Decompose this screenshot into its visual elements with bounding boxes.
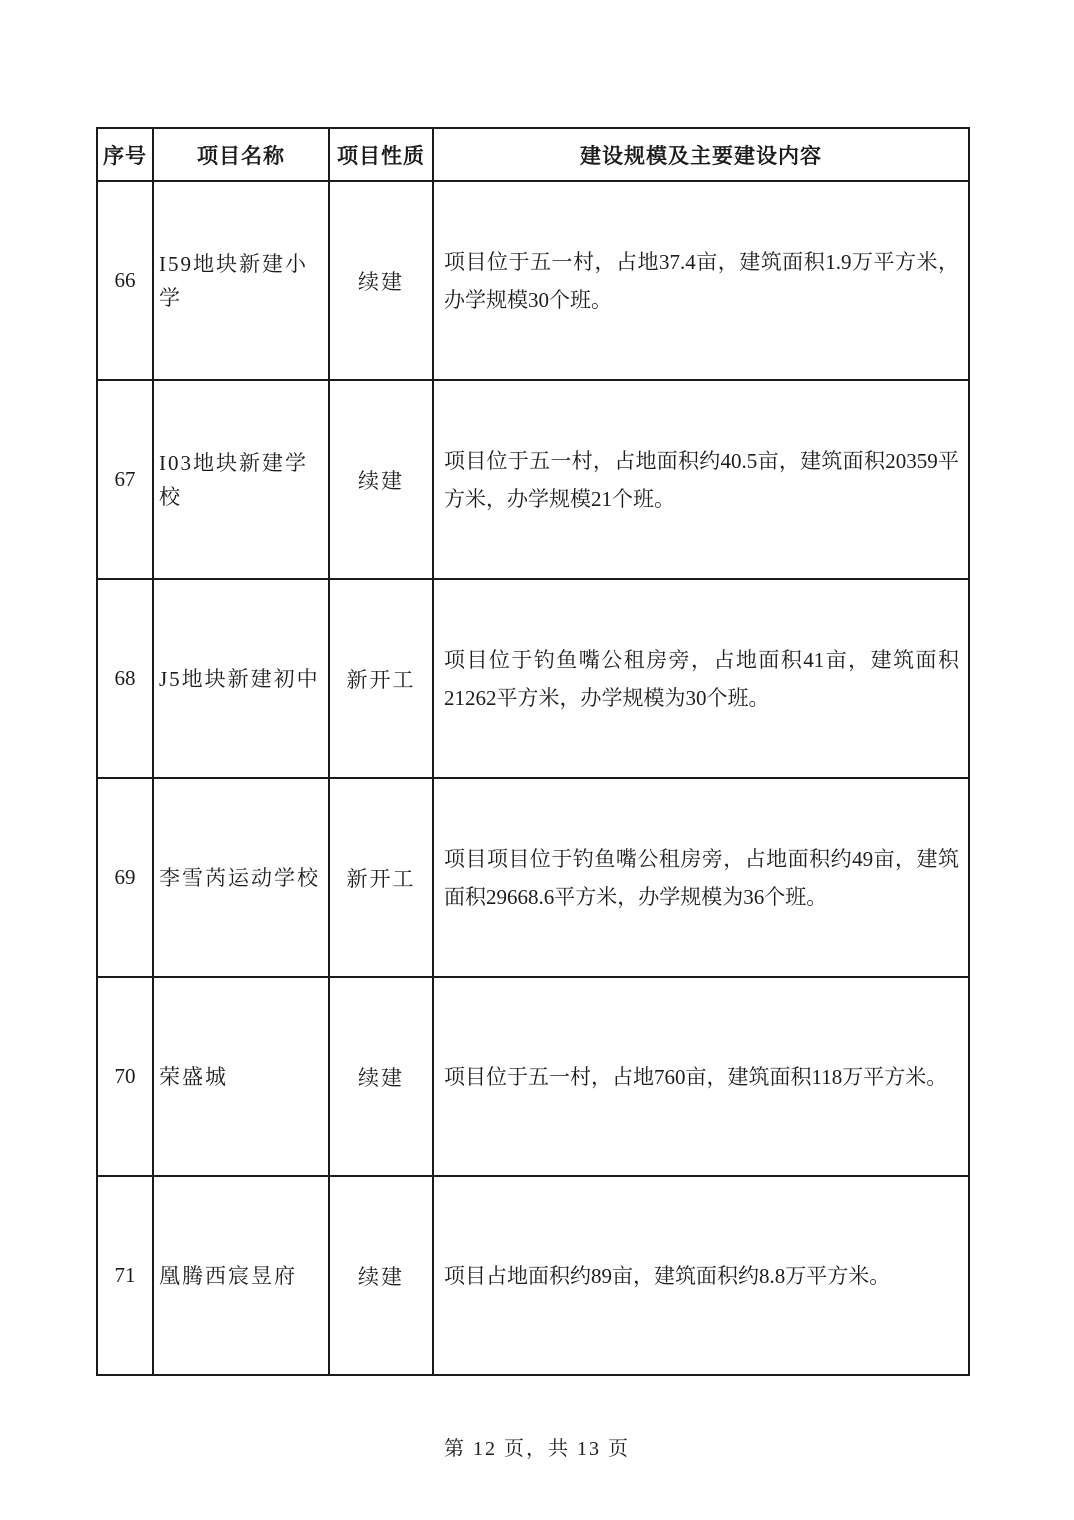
construction-content-cell: 项目项目位于钓鱼嘴公租房旁，占地面积约49亩，建筑面积29668.6平方米，办学规模为36个班。 — [433, 778, 969, 977]
project-nature-cell: 新开工 — [329, 579, 433, 778]
serial-number-cell: 71 — [97, 1176, 153, 1375]
project-name-cell: I03地块新建学校 — [153, 380, 329, 579]
page-number-footer: 第 12 页，共 13 页 — [444, 1438, 630, 1460]
project-nature-cell: 续建 — [329, 977, 433, 1176]
project-name-cell: 凰腾西宸昱府 — [153, 1176, 329, 1375]
project-name-cell: J5地块新建初中 — [153, 579, 329, 778]
table-header — [97, 128, 969, 181]
project-nature-cell: 续建 — [329, 380, 433, 579]
header-row — [97, 128, 969, 181]
serial-number-cell: 66 — [97, 181, 153, 380]
table-row — [97, 977, 969, 1176]
header-project-nature: 项目性质 — [329, 128, 433, 181]
serial-number-cell: 68 — [97, 579, 153, 778]
serial-number-cell: 69 — [97, 778, 153, 977]
serial-number-cell: 70 — [97, 977, 153, 1176]
project-name-cell: I59地块新建小学 — [153, 181, 329, 380]
construction-content-cell: 项目位于五一村，占地面积约40.5亩，建筑面积20359平方米，办学规模21个班。 — [433, 380, 969, 579]
table-row — [97, 1176, 969, 1375]
construction-content-cell: 项目位于五一村，占地37.4亩，建筑面积1.9万平方米，办学规模30个班。 — [433, 181, 969, 380]
serial-number-cell: 67 — [97, 380, 153, 579]
construction-content-cell: 项目位于五一村，占地760亩，建筑面积118万平方米。 — [433, 977, 969, 1176]
header-construction-content: 建设规模及主要建设内容 — [433, 128, 969, 181]
project-name-cell: 李雪芮运动学校 — [153, 778, 329, 977]
projects-table — [96, 127, 970, 1376]
header-serial-number: 序号 — [97, 128, 153, 181]
table-row — [97, 579, 969, 778]
table-row — [97, 181, 969, 380]
table-body — [97, 181, 969, 1375]
project-name-cell: 荣盛城 — [153, 977, 329, 1176]
construction-content-cell: 项目位于钓鱼嘴公租房旁，占地面积41亩，建筑面积21262平方米，办学规模为30个班。 — [433, 579, 969, 778]
header-project-name: 项目名称 — [153, 128, 329, 181]
construction-content-cell: 项目占地面积约89亩，建筑面积约8.8万平方米。 — [433, 1176, 969, 1375]
table-row — [97, 778, 969, 977]
table-row — [97, 380, 969, 579]
project-nature-cell: 续建 — [329, 1176, 433, 1375]
project-nature-cell: 新开工 — [329, 778, 433, 977]
project-nature-cell: 续建 — [329, 181, 433, 380]
